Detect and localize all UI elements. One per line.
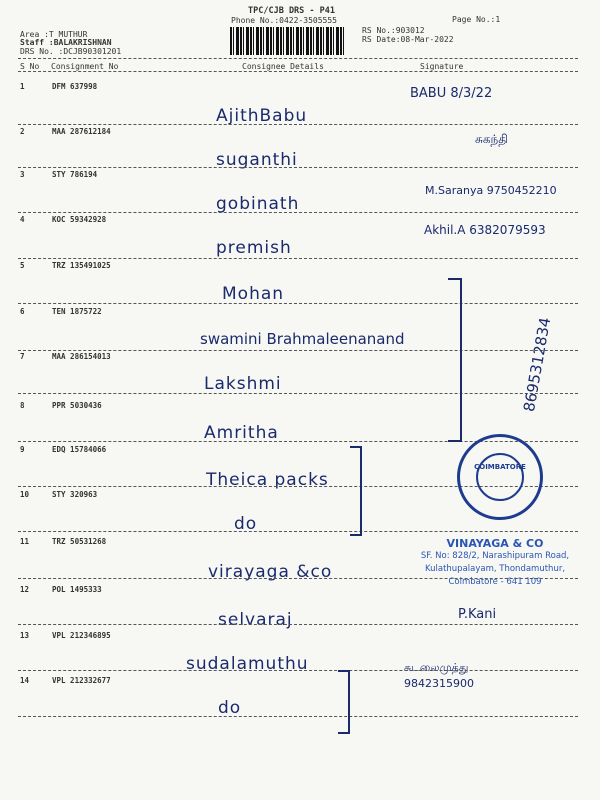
row-sno: 14: [20, 676, 30, 685]
row-consignment: TRZ 50531268: [52, 537, 107, 546]
divider: [18, 58, 578, 59]
row-consignment: STY 320963: [52, 490, 98, 499]
row-consignee: Amritha: [204, 423, 279, 443]
row-sno: 1: [20, 82, 25, 91]
row-divider: [18, 124, 578, 125]
row-consignment: KOC 59342928: [52, 215, 107, 224]
row-signature: சுகந்தி: [475, 132, 509, 146]
row-consignment: POL 1495333: [52, 585, 102, 594]
company-stamp: [400, 537, 590, 589]
staff-label: Staff :BALAKRISHNAN: [20, 38, 112, 47]
row-signature: சுடலைமுத்து 9842315900: [404, 661, 474, 690]
row-sno: 12: [20, 585, 30, 594]
row-sno: 2: [20, 127, 25, 136]
row-signature: Akhil.A 6382079593: [424, 223, 546, 237]
row-consignee: selvaraj: [218, 610, 293, 630]
row-signature: M.Saranya 9750452210: [425, 184, 557, 197]
divider: [18, 71, 578, 72]
row-sno: 4: [20, 215, 25, 224]
row-consignment: PPR 5030436: [52, 401, 102, 410]
row-consignee: suganthi: [216, 150, 298, 170]
company-address-line: Coimbatore - 641 109: [448, 577, 542, 587]
row-consignee: AjithBabu: [216, 106, 308, 126]
row-consignee: do: [218, 698, 242, 718]
row-consignment: MAA 286154013: [52, 352, 111, 361]
company-address-line: SF. No: 828/2, Narashipuram Road,: [420, 551, 570, 561]
row-divider: [18, 716, 578, 717]
rs-number: RS No.:903012: [362, 26, 425, 35]
row-sno: 9: [20, 445, 25, 454]
rs-date: RS Date:08-Mar-2022: [362, 35, 454, 44]
row-divider: [18, 624, 578, 625]
row-sno: 11: [20, 537, 30, 546]
row-divider: [18, 167, 578, 168]
row-signature: P.Kani: [458, 607, 497, 622]
row-consignment: VPL 212346895: [52, 631, 111, 640]
area-label: Area :T MUTHUR: [20, 30, 88, 39]
row-consignee: premish: [216, 238, 292, 258]
phone-number: Phone No.:0422-3505555: [231, 16, 337, 25]
row-divider: [18, 303, 578, 304]
bracket-note: 8695312834: [520, 316, 555, 414]
sheet-title: TPC/CJB DRS - P41: [248, 6, 335, 16]
company-name: VINAYAGA & CO: [446, 537, 544, 550]
row-consignment: MAA 287612184: [52, 127, 111, 136]
row-divider: [18, 350, 578, 351]
row-divider: [18, 531, 578, 532]
row-signature: BABU 8/3/22: [410, 86, 493, 101]
row-consignee: virayaga &co: [208, 562, 333, 582]
row-sno: 13: [20, 631, 30, 640]
column-header-sno: S No: [20, 62, 40, 71]
bracket-mark: [448, 278, 462, 442]
row-consignment: TEN 1875722: [52, 307, 102, 316]
row-sno: 6: [20, 307, 25, 316]
company-address-line: Kulathupalayam, Thondamuthur,: [424, 564, 566, 574]
column-header-consignment: Consignment No: [51, 62, 119, 71]
row-divider: [18, 670, 578, 671]
row-sno: 5: [20, 261, 25, 270]
bracket-mark: [338, 670, 350, 734]
row-consignee: Mohan: [222, 284, 285, 304]
stamp-inner-ring: [476, 453, 524, 501]
barcode-image: [230, 27, 345, 55]
row-consignment: EDQ 15784066: [52, 445, 107, 454]
row-consignee: swamini Brahmaleenanand: [200, 330, 405, 348]
row-consignment: DFM 637998: [52, 82, 98, 91]
page-number: Page No.:1: [452, 15, 501, 24]
stamp-text: COIMBATORE: [474, 463, 526, 471]
row-consignment: VPL 212332677: [52, 676, 111, 685]
row-consignment: STY 786194: [52, 170, 98, 179]
column-header-signature: Signature: [420, 62, 464, 71]
row-consignee: gobinath: [216, 194, 300, 214]
row-sno: 7: [20, 352, 25, 361]
row-consignee: do: [234, 514, 258, 534]
row-divider: [18, 393, 578, 394]
row-sno: 3: [20, 170, 25, 179]
round-stamp: [457, 434, 543, 520]
row-consignment: TRZ 135491025: [52, 261, 111, 270]
row-consignee: Theica packs: [206, 470, 329, 490]
row-sno: 8: [20, 401, 25, 410]
row-divider: [18, 258, 578, 259]
row-consignee: sudalamuthu: [186, 654, 309, 674]
bracket-mark: [350, 446, 362, 536]
column-header-details: Consignee Details: [242, 62, 324, 71]
row-divider: [18, 212, 578, 213]
row-consignee: Lakshmi: [204, 374, 282, 394]
row-sno: 10: [20, 490, 30, 499]
drs-number: DRS No. :DCJB90301201: [20, 47, 122, 56]
